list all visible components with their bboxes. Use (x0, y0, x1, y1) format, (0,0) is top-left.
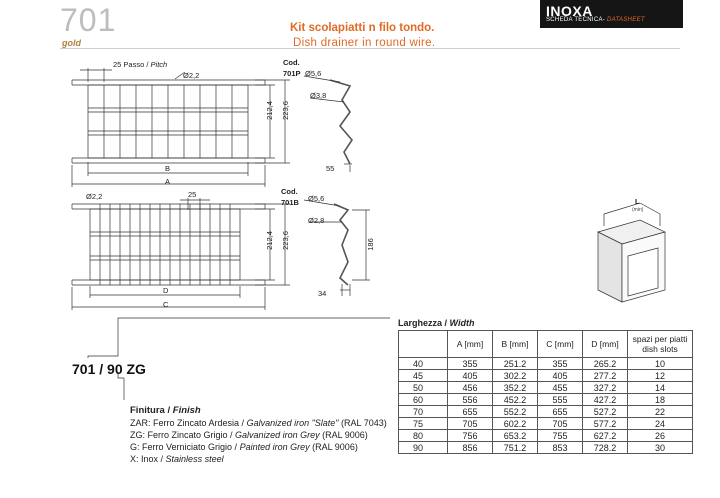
width-table (398, 330, 693, 454)
col-header-b: B [mm] (493, 331, 538, 358)
table-cell: 405 (448, 370, 493, 382)
pitch-bottom: 25 (188, 190, 197, 199)
table-cell: 705 (538, 418, 583, 430)
table-cell: 30 (628, 442, 693, 454)
table-cell: 556 (448, 394, 493, 406)
order-code: 701 / 90 ZG (72, 361, 146, 377)
finish-item: ZG: Ferro Zincato Grigio / Galvanized iron Grey (RAL 9006) (130, 430, 368, 440)
cod-label-bottom: Cod. (281, 187, 298, 196)
table-cell: 577.2 (583, 418, 628, 430)
table-cell: 555 (538, 394, 583, 406)
height-inner-bottom: 212,4 (264, 231, 274, 250)
table-cell: 527.2 (583, 406, 628, 418)
side-depth-top: 55 (326, 164, 335, 173)
finish-item: G: Ferro Verniciato Grigio / Painted iron Grey (RAL 9006) (130, 442, 358, 452)
brand-subtitle: SCHEDA TECNICA- DATASHEET (546, 17, 645, 23)
table-cell: 60 (399, 394, 448, 406)
side-depth-bottom: 34 (318, 289, 327, 298)
width-col-header (399, 331, 448, 358)
table-row (399, 418, 693, 430)
col-header-d: D [mm] (583, 331, 628, 358)
cod-value-bottom: 701B (281, 198, 299, 207)
wire-diameter-bottom: Ø2,2 (86, 192, 103, 201)
table-cell: 75 (399, 418, 448, 430)
table-cell: 277.2 (583, 370, 628, 382)
title-italian: Kit scolapiatti n filo tondo. (290, 22, 435, 34)
table-cell: 653.2 (493, 430, 538, 442)
dim-a-label: A (165, 177, 171, 186)
col-header-a: A [mm] (448, 331, 493, 358)
table-cell: 45 (399, 370, 448, 382)
dim-d-label: D (163, 286, 169, 295)
cabinet-width-sub: (min) (632, 207, 644, 213)
table-cell: 655 (448, 406, 493, 418)
table-cell: 751.2 (493, 442, 538, 454)
table-cell: 18 (628, 394, 693, 406)
table-cell: 755 (538, 430, 583, 442)
cod-value-top: 701P (283, 69, 301, 78)
table-cell: 90 (399, 442, 448, 454)
table-cell: 22 (628, 406, 693, 418)
table-row (399, 394, 693, 406)
table-cell: 80 (399, 430, 448, 442)
table-cell: 14 (628, 382, 693, 394)
cod-label-top: Cod. (283, 58, 300, 67)
finish-tag: gold (62, 38, 81, 48)
table-row (399, 370, 693, 382)
finish-heading: Finitura / Finish (130, 405, 201, 416)
table-row (399, 358, 693, 370)
table-cell: 26 (628, 430, 693, 442)
pitch-label: 25 Passo / Pitch (113, 60, 168, 69)
table-cell: 251.2 (493, 358, 538, 370)
table-cell: 756 (448, 430, 493, 442)
table-cell: 355 (448, 358, 493, 370)
table-cell: 24 (628, 418, 693, 430)
width-table-heading: Larghezza / Width (398, 318, 475, 328)
side-dia-a-top: Ø5,6 (305, 69, 322, 78)
table-cell: 456 (448, 382, 493, 394)
table-row (399, 382, 693, 394)
side-dia-b-bottom: Ø2,8 (308, 216, 325, 225)
table-cell: 12 (628, 370, 693, 382)
table-cell: 10 (628, 358, 693, 370)
col-header-c: C [mm] (538, 331, 583, 358)
table-cell: 853 (538, 442, 583, 454)
table-row (399, 406, 693, 418)
table-cell: 50 (399, 382, 448, 394)
cabinet-width-label: L (635, 197, 640, 206)
table-cell: 427.2 (583, 394, 628, 406)
col-header-slots: spazi per piatti dish slots (628, 331, 693, 358)
table-cell: 655 (538, 406, 583, 418)
table-cell: 627.2 (583, 430, 628, 442)
table-cell: 455 (538, 382, 583, 394)
table-cell: 405 (538, 370, 583, 382)
table-cell: 40 (399, 358, 448, 370)
table-cell: 552.2 (493, 406, 538, 418)
table-cell: 705 (448, 418, 493, 430)
table-cell: 352.2 (493, 382, 538, 394)
table-row (399, 442, 693, 454)
table-cell: 856 (448, 442, 493, 454)
side-dia-b-top: Ø3,8 (310, 91, 327, 100)
side-height-bottom: 186 (365, 238, 375, 251)
dim-c-label: C (163, 300, 169, 309)
table-cell: 302.2 (493, 370, 538, 382)
table-cell: 728.2 (583, 442, 628, 454)
model-number: 701 (60, 2, 117, 38)
table-cell: 452.2 (493, 394, 538, 406)
height-outer-top: 223,6 (280, 101, 290, 120)
title-english: Dish drainer in round wire. (293, 37, 436, 49)
height-outer-bottom: 223,6 (280, 231, 290, 250)
table-cell: 70 (399, 406, 448, 418)
height-inner-top: 212,4 (264, 101, 274, 120)
finish-item: X: Inox / Stainless steel (130, 454, 224, 464)
table-cell: 327.2 (583, 382, 628, 394)
table-cell: 355 (538, 358, 583, 370)
dim-b-label: B (165, 164, 171, 173)
brand-logo: INOXA (546, 3, 593, 19)
wire-diameter-top: Ø2,2 (183, 71, 200, 80)
table-cell: 265.2 (583, 358, 628, 370)
finish-item: ZAR: Ferro Zincato Ardesia / Galvanized iron "Slate" (RAL 7043) (130, 418, 387, 428)
table-row (399, 430, 693, 442)
side-dia-a-bottom: Ø5,6 (308, 194, 325, 203)
table-cell: 602.2 (493, 418, 538, 430)
